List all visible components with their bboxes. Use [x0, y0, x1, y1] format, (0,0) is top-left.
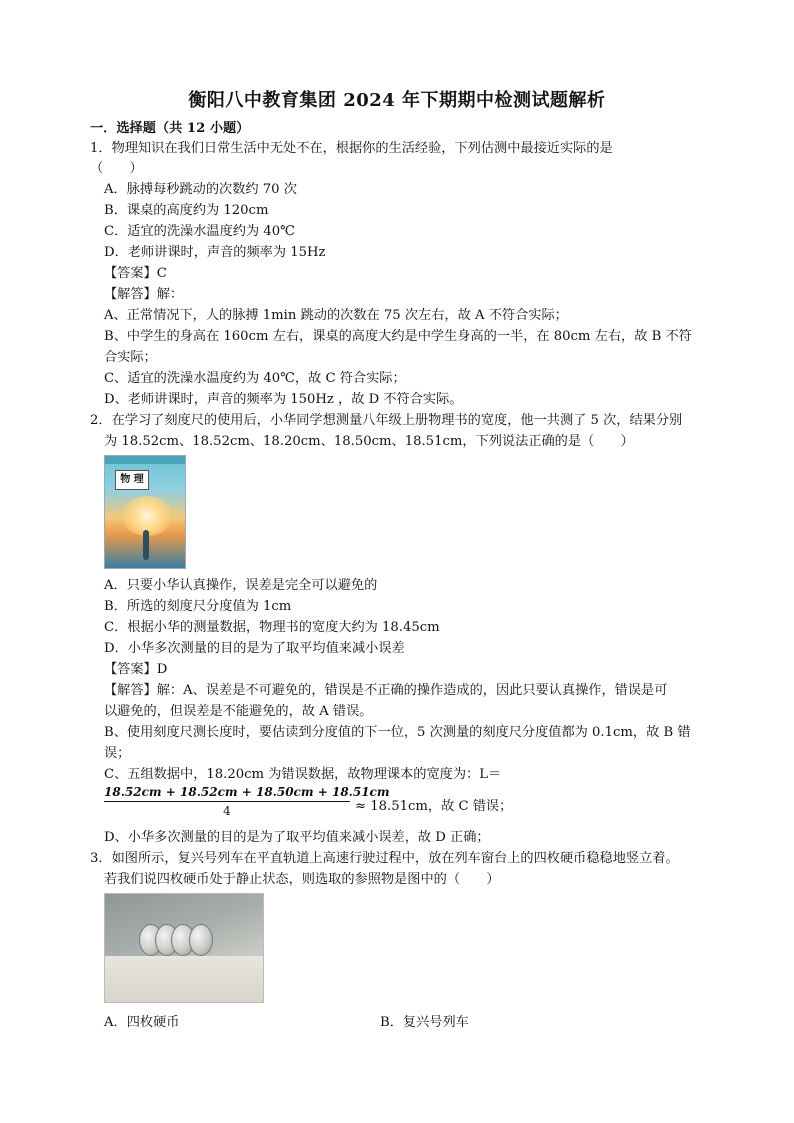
q1-explain-b-line2: 合实际；: [104, 350, 157, 365]
coin-4: [189, 924, 213, 956]
q2-explain-b-line2: 误；: [104, 746, 131, 761]
q2-explain-b-line1: B、使用刻度尺测长度时，要估读到分度值的下一位，5 次测量的刻度尺分度值都为 0.1cm，故 B 错: [104, 725, 691, 740]
average-fraction: [104, 785, 390, 821]
q1-explain-d: D、老师讲课时，声音的频率为 150Hz ，故 D 不符合实际。: [104, 392, 463, 407]
q3-option-a: A．四枚硬币: [104, 1015, 180, 1030]
q2-answer: 【答案】D: [104, 662, 168, 677]
book-top-bar: [105, 456, 185, 464]
physics-book-image: [104, 455, 186, 569]
q1-option-c: C．适宜的洗澡水温度约为 40℃: [104, 224, 295, 239]
section-heading: 一．选择题（共 12 小题）: [90, 121, 250, 136]
q2-explain-c-line1: C、五组数据中，18.20cm 为错误数据，故物理课本的宽度为：L＝: [104, 767, 502, 782]
q3-stem-line1: 3．如图所示，复兴号列车在平直轨道上高速行驶过程中，放在列车窗台上的四枚硬币稳稳地竖立着。: [90, 851, 679, 866]
q1-solution-label: 【解答】解：: [104, 287, 184, 302]
q1-explain-b-line1: B、中学生的身高在 160cm 左右，课桌的高度大约是中学生身高的一半，在 80cm 左右，故 B 不符: [104, 329, 692, 344]
q2-explain-a-line2: 以避免的，但误差是不能避免的，故 A 错误。: [104, 704, 373, 719]
q2-explain-a-line1: 【解答】解：A、误差是不可避免的，错误是不正确的操作造成的，因此只要认真操作，错误是可: [104, 683, 668, 698]
q2-stem-line2: 为 18.52cm、18.52cm、18.20cm、18.50cm、18.51cm，下列说法正确的是（ ）: [104, 434, 634, 449]
q2-option-b: B．所选的刻度尺分度值为 1cm: [104, 599, 292, 614]
q1-answer: 【答案】C: [104, 266, 167, 281]
book-cover-figure: [143, 530, 149, 560]
q1-explain-c: C、适宜的洗澡水温度约为 40℃，故 C 符合实际；: [104, 371, 406, 386]
q2-stem-line1: 2．在学习了刻度尺的使用后，小华同学想测量八年级上册物理书的宽度，他一共测了 5 次，结果分别: [90, 413, 683, 428]
fraction-denominator: 4: [223, 804, 231, 818]
q2-explain-d: D、小华多次测量的目的是为了取平均值来减小误差，故 D 正确；: [104, 830, 490, 845]
q3-stem-line2: 若我们说四枚硬币处于静止状态，则选取的参照物是图中的（ ）: [104, 872, 500, 887]
fraction-numerator: 18.52cm + 18.52cm + 18.50cm + 18.51cm: [104, 785, 390, 799]
q1-stem-line1: 1．物理知识在我们日常生活中无处不在，根据你的生活经验，下列估测中最接近实际的是: [90, 141, 613, 156]
q1-explain-a: A、正常情况下，人的脉搏 1min 跳动的次数在 75 次左右，故 A 不符合实际；: [104, 308, 568, 323]
windowsill: [105, 956, 263, 1002]
coins-on-windowsill-image: [104, 893, 264, 1003]
q2-option-a: A．只要小华认真操作，误差是完全可以避免的: [104, 578, 378, 593]
q2-option-c: C．根据小华的测量数据，物理书的宽度大约为 18.45cm: [104, 620, 440, 635]
fraction-result: ≈ 18.51cm，故 C 错误；: [355, 799, 513, 814]
q1-stem-line2: （ ）: [90, 161, 143, 176]
q1-option-b: B．课桌的高度约为 120cm: [104, 203, 269, 218]
book-title-label: 物 理: [115, 470, 149, 490]
page-title: 衡阳八中教育集团 2024 年下期期中检测试题解析: [188, 90, 606, 111]
fraction-bar: [104, 801, 350, 802]
q1-option-d: D．老师讲课时，声音的频率为 15Hz: [104, 245, 326, 260]
q3-option-b: B．复兴号列车: [380, 1015, 469, 1030]
q1-option-a: A．脉搏每秒跳动的次数约 70 次: [104, 182, 297, 197]
q2-option-d: D．小华多次测量的目的是为了取平均值来减小误差: [104, 641, 405, 656]
